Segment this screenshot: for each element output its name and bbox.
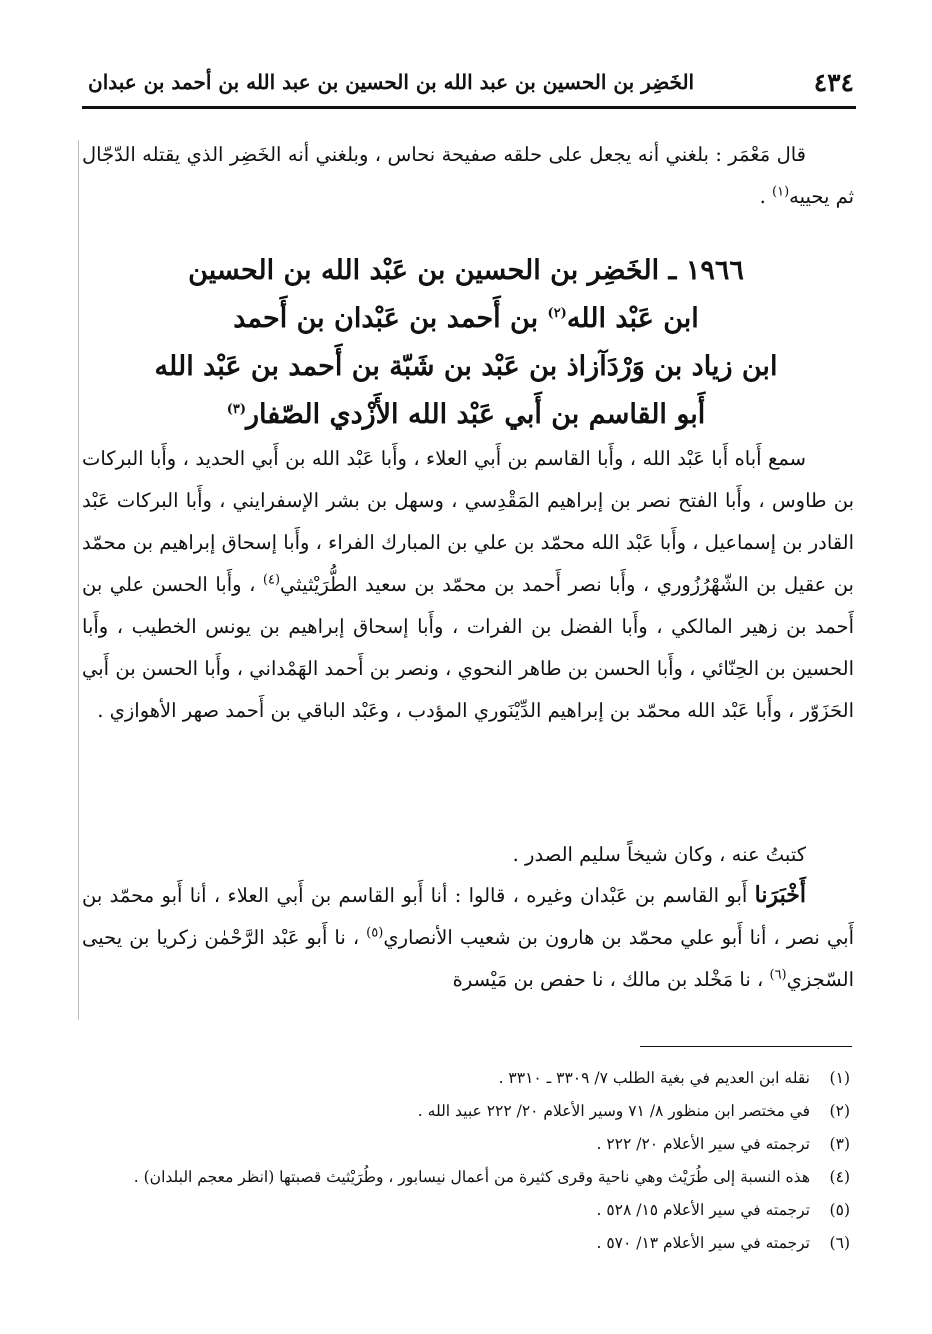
entry-title-line-3: ابن زياد بن وَرْدَآزاذ بن عَبْد بن شَبّة بن أَحمد بن عَبْد الله <box>154 351 778 382</box>
footnote-text: في مختصر ابن منظور ٨/ ٧١ وسير الأعلام ٢٠/ ٢٢٢ عبيد الله . <box>417 1102 810 1120</box>
footnote-6 <box>82 1227 850 1260</box>
akhbarana-paragraph <box>82 874 854 1001</box>
footnote-ref-5: (٥) <box>366 925 384 941</box>
kabat-paragraph <box>82 834 854 876</box>
intro-text: قال مَعْمَر : بلغني أنه يجعل على حلقه صفيحة نحاس ، وبلغني أنه الخَضِر الذي يقتله الدّجّال ثم يحييه <box>82 143 854 208</box>
footnotes <box>82 1062 850 1260</box>
kabat-text: كتبتُ عنه ، وكان شيخاً سليم الصدر . <box>512 843 806 866</box>
entry-title-line-4a: أَبو القاسم بن أَبي عَبْد الله الأَزْدي الصّفار <box>246 399 706 430</box>
footnote-ref-4: (٤) <box>262 572 281 588</box>
page-number: ٤٣٤ <box>813 67 854 97</box>
footnote-number: (١) <box>829 1069 850 1087</box>
footnote-number: (٢) <box>829 1102 850 1120</box>
entry-title-line-2b: بن أَحمد بن عَبْدان بن أَحمد <box>233 303 548 334</box>
footnote-5 <box>82 1194 850 1227</box>
intro-end: . <box>759 185 773 208</box>
scan-edge-line <box>78 140 79 1020</box>
footnote-ref-2: (٢) <box>547 306 567 321</box>
bio-text-2: ، وأَبا الحسن علي بن أَحمد بن زهير المالكي ، وأَبا الفضل بن الفرات ، وأَبا إسحاق إبراهيم بن يونس الخطيب ، وأَبا الحسين بن الحِنّائي ، وأَبا الحسن بن طاهر النحوي ، ونصر بن أَحمد الهَمْداني ، وأَبا الحسن بن أَبي الحَزَوّر ، وأَبا عَبْد الله محمّد بن إبراهيم الدِّيْنَوري المؤدب ، وعَبْد الباقي بن أَحمد صهر الأهوازي . <box>82 573 854 722</box>
footnote-2 <box>82 1095 850 1128</box>
footnote-text: ترجمته في سير الأعلام ٢٠/ ٢٢٢ . <box>596 1135 810 1153</box>
footnote-3 <box>82 1128 850 1161</box>
bio-text-1: سمع أَباه أَبا عَبْد الله ، وأَبا القاسم بن أَبي العلاء ، وأَبا عَبْد الله بن أَبي الحديد ، وأَبا البركات بن طاوس ، وأَبا الفتح نصر بن إبراهيم المَقْدِسي ، وسهل بن بشر الإسفرايني ، وأَبا البركات عَبْد القادر بن إسماعيل ، وأَبا عَبْد الله محمّد بن علي بن المبارك الفراء ، وأَبا إسحاق إبراهيم بن محمّد بن عقيل بن الشّهْرُزُوري ، وأَبا نصر أَحمد بن محمّد بن سعيد الطُّرَيْثيثي <box>82 447 854 596</box>
footnote-text: هذه النسبة إلى طُرَيْث وهي ناحية وقرى كثيرة من أعمال نيسابور ، وطُرَيْثيث قصبتها (انظر معجم البلدان) . <box>133 1168 810 1186</box>
footnote-number: (٥) <box>829 1201 850 1219</box>
page-header <box>88 62 854 102</box>
bio-paragraph <box>82 438 854 732</box>
footnote-rule <box>640 1046 852 1047</box>
footnote-number: (٤) <box>829 1168 850 1186</box>
footnote-text: ترجمته في سير الأعلام ١٥/ ٥٢٨ . <box>596 1201 810 1219</box>
footnote-ref-3: (٣) <box>226 402 246 417</box>
intro-paragraph <box>82 134 854 218</box>
footnote-1 <box>82 1062 850 1095</box>
footnote-ref-6: (٦) <box>769 967 787 983</box>
footnote-number: (٦) <box>829 1234 850 1252</box>
footnote-number: (٣) <box>829 1135 850 1153</box>
entry-title-line-4 <box>82 391 850 439</box>
akhbarana-text-1: أَبو القاسم بن عَبْدان وغيره ، قالوا : أنا أَبو القاسم بن أَبي العلاء ، أنا أَبو محمّد بن أَبي نصر ، أنا أَبو علي محمّد بن هارون بن شعيب الأنصاري <box>82 884 854 949</box>
akhbarana-text-2: ، نا أَبو عَبْد الرَّحْمٰن زكريا بن يحيى السّجزي <box>82 926 854 991</box>
footnote-4 <box>82 1161 850 1194</box>
entry-title <box>82 247 850 439</box>
footnote-ref-1: (١) <box>772 184 790 200</box>
akhbarana-text-3: ، نا مَخْلد بن مالك ، نا حفص بن مَيْسرة <box>452 968 770 991</box>
footnote-text: نقله ابن العديم في بغية الطلب ٧/ ٣٣٠٩ ـ ٣٣١٠ . <box>498 1069 810 1087</box>
header-rule <box>82 106 856 109</box>
entry-title-line-2a: ابن عَبْد الله <box>566 303 699 334</box>
footnote-text: ترجمته في سير الأعلام ١٣/ ٥٧٠ . <box>596 1234 810 1252</box>
akhbarana-lead: أَخْبَرَنا <box>754 882 806 908</box>
running-title: الخَضِر بن الحسين بن عبد الله بن الحسين بن عبد الله بن أحمد بن عبدان <box>88 70 695 94</box>
entry-title-line-2 <box>82 295 850 343</box>
entry-title-line-1: ١٩٦٦ ـ الخَضِر بن الحسين بن عَبْد الله بن الحسين <box>188 255 744 286</box>
